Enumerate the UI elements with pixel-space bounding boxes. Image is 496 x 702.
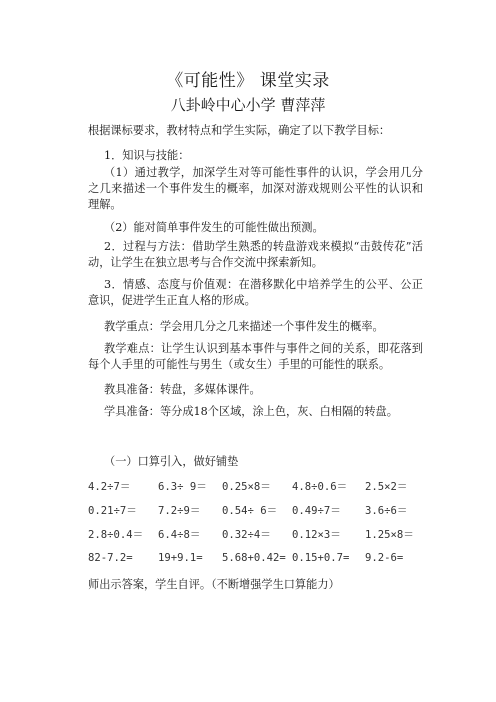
student-materials: 学具准备：等分成18个区域，涂上色，灰、白相隔的转盘。 (104, 405, 398, 418)
calc-item: 2.5×2＝ (365, 481, 408, 493)
calc-item: 3.6÷6＝ (365, 505, 408, 517)
calc-item: 4.8÷0.6＝ (292, 481, 348, 493)
calc-item: 1.25×8＝ (365, 529, 414, 541)
goal-1-item-1: （1）通过教学，加深学生对等可能性事件的认识，学会用几分之几来描述一个事件发生的概率，加深对游戏规则公平性的认识和理解。 (88, 166, 423, 211)
goal-2-paragraph: 2．过程与方法：借助学生熟悉的转盘游戏来模拟“击鼓传花”活动，让学生在独立思考与合作交流中探索新知。 (88, 240, 423, 269)
author-line: 八卦岭中心小学 曹萍萍 (170, 96, 326, 114)
difficult-point: 教学难点：让学生认识到基本事件与事件之间的关系，即花落到每个人手里的可能性与男生（或女生）手里的可能性的联系。 (88, 342, 423, 371)
calc-item: 4.2÷7＝ (88, 481, 131, 493)
goal-1-item-2: （2）能对简单事件发生的可能性做出预测。 (104, 221, 324, 234)
calc-item: 7.2÷9＝ (158, 505, 201, 517)
calc-item: 0.32÷4＝ (222, 529, 271, 541)
calc-item: 6.3÷ 9＝ (158, 481, 207, 493)
calc-item: 0.25×8＝ (222, 481, 271, 493)
calc-item: 82-7.2= (88, 552, 133, 564)
calc-item: 0.15+0.7= (292, 552, 350, 564)
section-1-heading: （一）口算引入，做好铺垫 (104, 455, 239, 468)
calc-item: 0.54÷ 6＝ (222, 505, 278, 517)
calc-item: 9.2-6= (365, 552, 404, 564)
calc-item: 0.49÷7＝ (292, 505, 341, 517)
calc-item: 19+9.1= (158, 552, 203, 564)
intro-paragraph: 根据课标要求，教材特点和学生实际，确定了以下教学目标： (88, 124, 391, 137)
teacher-materials: 教具准备：转盘，多媒体课件。 (104, 383, 261, 396)
calc-item: 6.4÷8＝ (158, 529, 201, 541)
calc-item: 0.21÷7＝ (88, 505, 137, 517)
goal-3-paragraph: 3．情感、态度与价值观：在潜移默化中培养学生的公平、公正意识，促进学生正直人格的形成。 (88, 278, 423, 307)
closing-note: 师出示答案，学生自评。（不断增强学生口算能力） (88, 578, 340, 591)
calc-item: 2.8÷0.4＝ (88, 529, 144, 541)
calc-item: 5.68+0.42= (222, 552, 286, 564)
key-point: 教学重点：学会用几分之几来描述一个事件发生的概率。 (104, 320, 384, 333)
document-title: 《可能性》 课堂实录 (166, 71, 330, 91)
calc-item: 0.12×3＝ (292, 529, 341, 541)
goal-1-heading: 1．知识与技能： (104, 149, 190, 162)
